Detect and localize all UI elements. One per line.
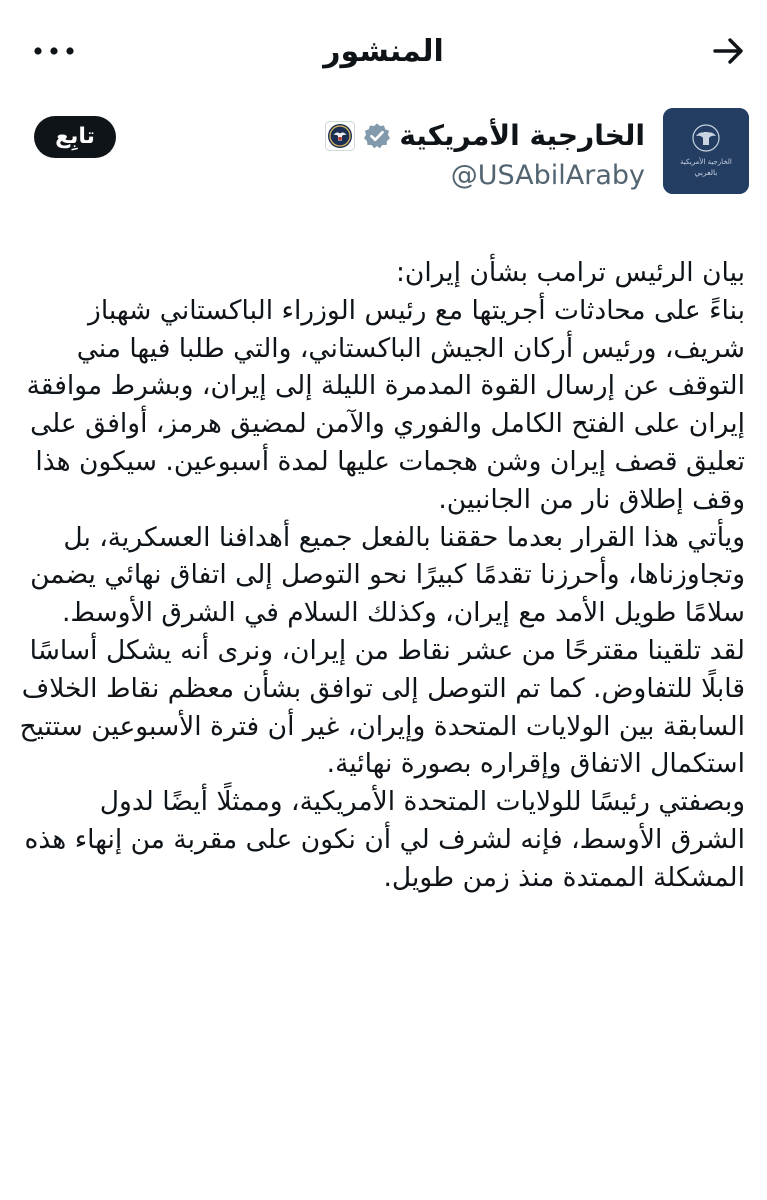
post-paragraph: وبصفتي رئيسًا للولايات المتحدة الأمريكية، وممثلًا أيضًا لدول الشرق الأوسط، فإنه لشرف لي أن نكون على مقربة من إنهاء هذه المشكلة الممتدة منذ زمن طويل. xyxy=(24,786,745,893)
author-handle[interactable]: @USAbilAraby xyxy=(450,160,645,191)
author-display-name[interactable]: الخارجية الأمريكية xyxy=(399,119,645,152)
avatar-text-line2: بالعربي xyxy=(694,168,718,177)
avatar-image xyxy=(663,108,749,194)
post-paragraph: لقد تلقينا مقترحًا من عشر نقاط من إيران، ونرى أنه يشكل أساسًا قابلًا للتفاوض. كما تم التوصل إلى توافق بشأن معظم نقاط الخلاف السابقة بين الولايات المتحدة وإيران، غير أن فترة الأسبوعين ستتيح استكمال الاتفاق وإقراره بصورة نهائية. xyxy=(19,634,745,780)
post-paragraph-title: بيان الرئيس ترامب بشأن إيران: xyxy=(395,257,745,288)
verified-badge-icon xyxy=(363,122,391,150)
state-department-seal-icon[interactable] xyxy=(325,121,355,151)
follow-button[interactable]: تابِع xyxy=(34,116,116,158)
post-author xyxy=(0,104,767,214)
post-paragraph: بناءً على محادثات أجريتها مع رئيس الوزراء الباكستاني شهباز شريف، ورئيس أركان الجيش الباكستاني، والتي طلبا فيها مني التوقف عن إرسال القوة المدمرة الليلة إلى إيران، وبشرط موافقة إيران على الفتح الكامل والفوري والآمن لمضيق هرمز، أوافق على تعليق قصف إيران وشن هجمات عليها لمدة أسبوعين. سيكون هذا وقف إطلاق نار من الجانبين. xyxy=(26,294,745,515)
top-bar xyxy=(0,0,767,104)
more-button[interactable] xyxy=(32,36,76,66)
post-text xyxy=(18,254,745,897)
avatar-text-line1: الخارجية الأمريكية xyxy=(680,158,732,166)
post-paragraph: ويأتي هذا القرار بعدما حققنا بالفعل جميع أهدافنا العسكرية، بل وتجاوزناها، وأحرزنا تقدمًا كبيرًا نحو التوصل إلى اتفاق نهائي يضمن سلامًا طويل الأمد مع إيران، وكذلك السلام في الشرق الأوسط. xyxy=(30,521,745,629)
more-horizontal-icon xyxy=(32,36,76,66)
avatar[interactable] xyxy=(663,108,749,194)
author-name-row xyxy=(325,116,645,156)
page-title: المنشور xyxy=(323,34,444,69)
